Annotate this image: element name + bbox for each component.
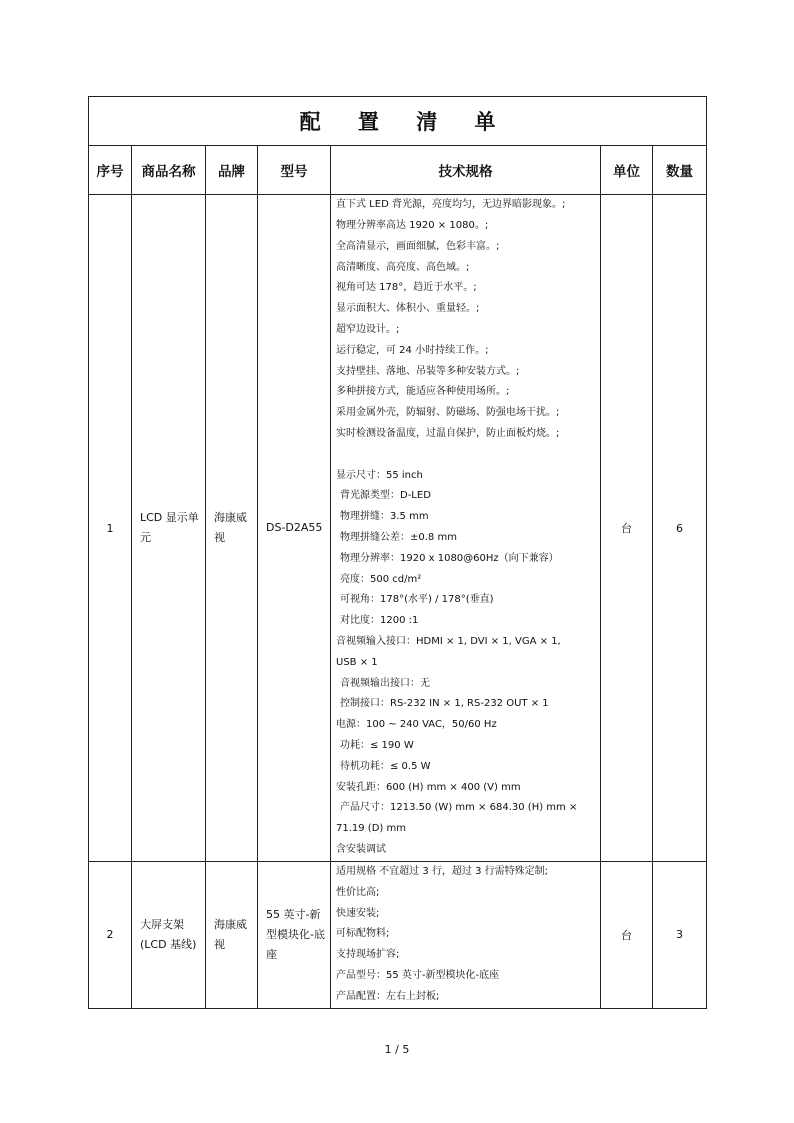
table-title-cell bbox=[89, 97, 707, 146]
row-unit: 台 bbox=[601, 195, 653, 862]
header-row bbox=[89, 146, 707, 195]
spec-line: 功耗：≤ 190 W bbox=[340, 739, 414, 751]
row-quantity: 6 bbox=[653, 195, 707, 862]
spec-line: 背光源类型：D-LED bbox=[340, 490, 431, 502]
spec-line: 物理分辨率高达 1920 × 1080。; bbox=[336, 220, 489, 232]
spec-line: 可标配物料; bbox=[336, 928, 390, 940]
spec-line: 适用规格 不宜超过 3 行，超过 3 行需特殊定制; bbox=[336, 866, 548, 877]
spec-line: 支持现场扩容; bbox=[336, 949, 400, 961]
spec-line: 快速安装; bbox=[336, 907, 380, 919]
header-brand: 品牌 bbox=[206, 146, 258, 195]
spec-line: 控制接口：RS-232 IN × 1, RS-232 OUT × 1 bbox=[340, 698, 549, 710]
spec-line: 待机功耗：≤ 0.5 W bbox=[340, 760, 431, 772]
spec-line: 物理拼缝：3.5 mm bbox=[340, 511, 429, 523]
spec-line: 可视角：178°(水平) / 178°(垂直) bbox=[340, 594, 494, 606]
spec-line: 产品配置：左右上封板; bbox=[336, 990, 440, 1002]
spec-line: USB × 1 bbox=[336, 656, 378, 668]
spec-line: 音视频输入接口：HDMI × 1, DVI × 1, VGA × 1, bbox=[336, 635, 561, 647]
spec-line: 支持壁挂、落地、吊装等多种安装方式。; bbox=[336, 365, 520, 377]
header-product-name: 商品名称 bbox=[132, 146, 206, 195]
spec-line: 运行稳定，可 24 小时持续工作。; bbox=[336, 344, 489, 356]
spec-line: 显示尺寸：55 inch bbox=[336, 469, 423, 481]
header-spec: 技术规格 bbox=[331, 146, 601, 195]
spec-line: 安装孔距：600 (H) mm × 400 (V) mm bbox=[336, 781, 521, 793]
spec-line: 实时检测设备温度，过温自保护，防止面板灼烧。; bbox=[336, 428, 560, 440]
header-quantity: 数量 bbox=[653, 146, 707, 195]
spec-line: 性价比高; bbox=[336, 886, 380, 898]
table-title: 配 置 清 单 bbox=[299, 110, 511, 134]
spec-line: 显示面积大、体积小、重量轻。; bbox=[336, 303, 480, 315]
spec-line bbox=[336, 445, 598, 466]
spec-line: 视角可达 178°，趋近于水平。; bbox=[336, 282, 477, 294]
spec-line: 超窄边设计。; bbox=[336, 324, 400, 336]
row-model: DS-D2A55 bbox=[258, 195, 331, 862]
row-brand: 海康威视 bbox=[206, 195, 258, 862]
spec-line: 含安装调试 bbox=[336, 843, 386, 855]
spec-line: 71.19 (D) mm bbox=[336, 823, 406, 835]
spec-line: 采用金属外壳，防辐射、防磁场、防强电场干扰。; bbox=[336, 407, 560, 419]
header-model: 型号 bbox=[258, 146, 331, 195]
spec-line: 物理拼缝公差：±0.8 mm bbox=[340, 532, 457, 543]
spec-line: 高清晰度、高亮度、高色域。; bbox=[336, 261, 470, 273]
page-number: 1 / 5 bbox=[384, 1043, 410, 1056]
spec-line: 全高清显示，画面细腻，色彩丰富。; bbox=[336, 240, 500, 252]
spec-line: 物理分辨率：1920 x 1080@60Hz（向下兼容） bbox=[340, 552, 559, 564]
row-quantity: 3 bbox=[653, 862, 707, 1009]
row-spec bbox=[331, 862, 601, 1009]
table-row bbox=[89, 195, 707, 862]
row-brand: 海康威视 bbox=[206, 862, 258, 1009]
header-unit: 单位 bbox=[601, 146, 653, 195]
configuration-table bbox=[88, 96, 707, 1009]
spec-line: 对比度：1200 :1 bbox=[340, 615, 419, 627]
row-index: 2 bbox=[89, 862, 132, 1009]
spec-line: 多种拼接方式，能适应各种使用场所。; bbox=[336, 386, 510, 398]
row-unit: 台 bbox=[601, 862, 653, 1009]
row-product-name: 大屏支架(LCD 基线) bbox=[132, 862, 206, 1009]
row-spec bbox=[331, 195, 601, 862]
spec-line: 产品尺寸：1213.50 (W) mm × 684.30 (H) mm × bbox=[340, 802, 578, 814]
spec-line: 产品型号：55 英寸-新型模块化-底座 bbox=[336, 969, 500, 981]
row-index: 1 bbox=[89, 195, 132, 862]
row-product-name: LCD 显示单元 bbox=[132, 195, 206, 862]
header-index: 序号 bbox=[89, 146, 132, 195]
spec-line: 音视频输出接口：无 bbox=[340, 677, 430, 689]
spec-line: 亮度：500 cd/m² bbox=[340, 573, 422, 585]
spec-line: 直下式 LED 背光源，亮度均匀，无边界暗影现象。; bbox=[336, 199, 566, 211]
spec-line: 电源：100 ~ 240 VAC，50/60 Hz bbox=[336, 719, 497, 731]
table-row bbox=[89, 862, 707, 1009]
row-model: 55 英寸-新型模块化-底座 bbox=[258, 862, 331, 1009]
